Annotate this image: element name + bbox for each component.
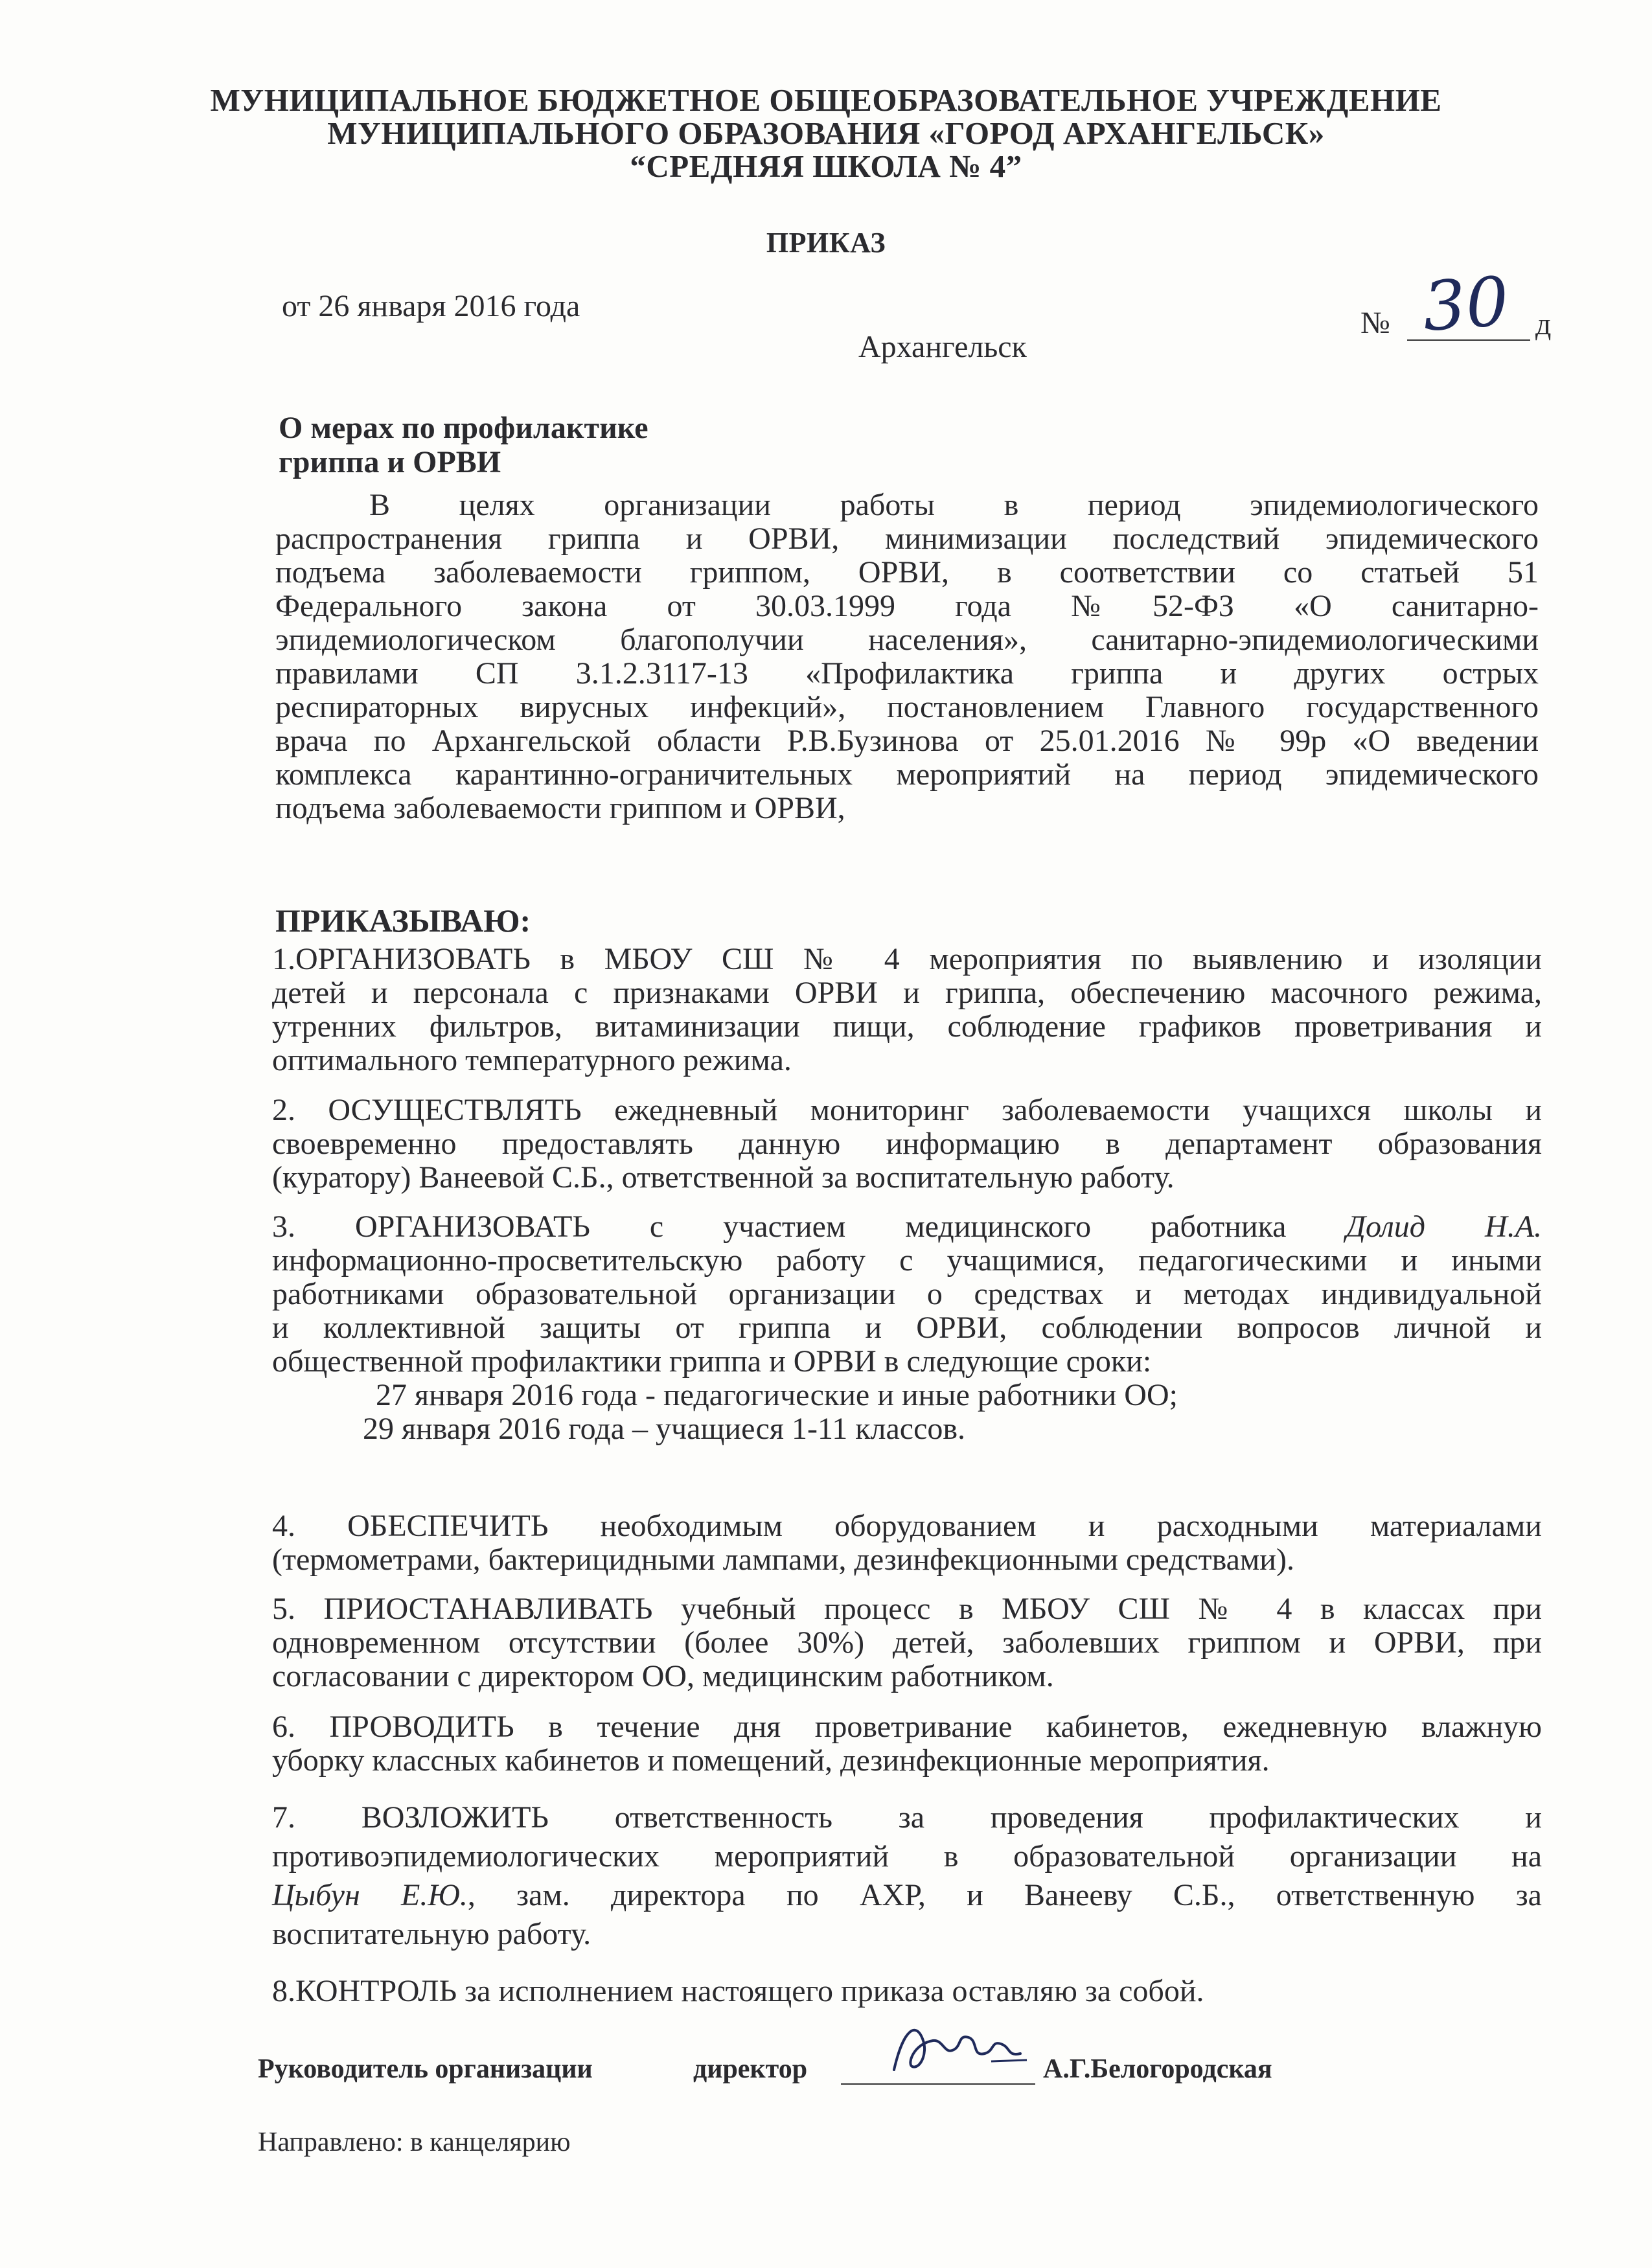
svg-text:30: 30 (1420, 261, 1511, 347)
item-line: своевременно предоставлять данную информацию в департамент образования (272, 1127, 1542, 1161)
item-8: 8.КОНТРОЛЬ за исполнением настоящего приказа оставляю за собой. (272, 1974, 1204, 2008)
item-line: (термометрами, бактерицидными лампами, дезинфекционными средствами). (272, 1542, 1294, 1577)
preamble-line: врача по Архангельской области Р.В.Бузинова от 25.01.2016 № 99р «О введении (275, 724, 1539, 758)
preamble-line: правилами СП 3.1.2.3117-13 «Профилактика гриппа и других острых (275, 656, 1539, 691)
item-5 (272, 1592, 1542, 1693)
item-line: 5. ПРИОСТАНАВЛИВАТЬ учебный процесс в МБОУ СШ № 4 в классах при (272, 1592, 1542, 1626)
city: Архангельск (858, 330, 1027, 364)
item-sub-line: 29 января 2016 года – учащиеся 1-11 классов. (363, 1412, 966, 1446)
item-line: общественной профилактики гриппа и ОРВИ в следующие сроки: (272, 1344, 1152, 1379)
signatory-name: А.Г.Белогородская (1043, 2054, 1272, 2084)
item-line: информационно-просветительскую работу с учащимися, педагогическими и иными (272, 1243, 1542, 1277)
preamble-line: Федерального закона от 30.03.1999 года №52-ФЗ «О санитарно- (275, 589, 1539, 623)
preamble-line: комплекса карантинно-ограничительных мероприятий на период эпидемического (275, 757, 1539, 792)
item-line (272, 1876, 1542, 1915)
order-word: ПРИКАЗЫВАЮ: (275, 902, 531, 939)
item-line: 1.ОРГАНИЗОВАТЬ в МБОУ СШ № 4 мероприятия по выявлению и изоляции (272, 942, 1542, 976)
item-line: 2. ОСУЩЕСТВЛЯТЬ ежедневный мониторинг заболеваемости учащихся школы и (272, 1093, 1542, 1127)
item-3-text: 3. ОРГАНИЗОВАТЬ с участием медицинского работника (272, 1209, 1287, 1244)
item-line: уборку классных кабинетов и помещений, дезинфекционные мероприятия. (272, 1743, 1270, 1778)
preamble (275, 488, 1539, 825)
item-line: утренних фильтров, витаминизации пищи, соблюдение графиков проветривания и (272, 1009, 1542, 1044)
item-6 (272, 1710, 1542, 1778)
order-number-handwritten (1412, 261, 1522, 347)
preamble-line: респираторных вирусных инфекций», постановлением Главного государственного (275, 690, 1539, 724)
item-line: 7. ВОЗЛОЖИТЬ ответственность за проведения профилактических и (272, 1800, 1542, 1835)
item-4 (272, 1509, 1542, 1577)
item-line: воспитательную работу. (272, 1917, 591, 1951)
preamble-line: распространения гриппа и ОРВИ, минимизации последствий эпидемического (275, 521, 1539, 556)
item-1 (272, 943, 1542, 1077)
item-sub-line: 27 января 2016 года - педагогические и иные работники ОО; (376, 1378, 1178, 1412)
signature-stroke (894, 2030, 1020, 2070)
medic-name: Долид Н.А. (1346, 1209, 1543, 1244)
item-7 (272, 1798, 1542, 1954)
deputy-name: Цыбун Е.Ю. (272, 1878, 468, 1912)
order-number-suffix: д (1535, 307, 1552, 341)
item-line: 4. ОБЕСПЕЧИТЬ необходимым оборудованием и расходными материалами (272, 1509, 1542, 1543)
item-line: противоэпидемиологических мероприятий в образовательной организации на (272, 1839, 1542, 1873)
document-type: ПРИКАЗ (766, 227, 886, 258)
item-line: работниками образовательной организации о средствах и методах индивидуальной (272, 1277, 1542, 1311)
org-name-line-1: МУНИЦИПАЛЬНОЕ БЮДЖЕТНОЕ ОБЩЕОБРАЗОВАТЕЛЬНОЕ УЧРЕЖДЕНИЕ (210, 82, 1442, 118)
item-7-text: , зам. директора по АХР, и Ванееву С.Б., ответственную за (467, 1878, 1542, 1912)
preamble-line: В целях организации работы в период эпидемиологического (369, 488, 1539, 522)
preamble-line: эпидемиологическом благополучии населения», санитарно-эпидемиологическими (275, 623, 1539, 657)
item-line: оптимального температурного режима. (272, 1043, 792, 1077)
sent-to: Направлено: в канцелярию (258, 2127, 571, 2157)
subject-line-2: гриппа и ОРВИ (279, 445, 501, 479)
item-line: одновременном отсутствии (более 30%) детей, заболевших гриппом и ОРВИ, при (272, 1625, 1542, 1660)
item-3 (272, 1210, 1542, 1446)
preamble-line: подъема заболеваемости гриппом, ОРВИ, в соответствии со статьей 51 (275, 555, 1539, 590)
item-line: согласовании с директором ОО, медицинским работником. (272, 1659, 1054, 1693)
order-number-prefix: № (1360, 306, 1390, 340)
item-line: (куратору) Ванеевой С.Б., ответственной за воспитательную работу. (272, 1160, 1175, 1195)
preamble-line: подъема заболеваемости гриппом и ОРВИ, (275, 791, 845, 825)
subject-line-1: О мерах по профилактике (279, 411, 648, 445)
signature-stroke (991, 2060, 1027, 2061)
item-line: 6. ПРОВОДИТЬ в течение дня проветривание кабинетов, ежедневную влажную (272, 1710, 1542, 1744)
org-name-line-3: “СРЕДНЯЯ ШКОЛА № 4” (630, 148, 1022, 184)
item-line: и коллективной защиты от гриппа и ОРВИ, соблюдении вопросов личной и (272, 1311, 1542, 1345)
org-name-line-2: МУНИЦИПАЛЬНОГО ОБРАЗОВАНИЯ «ГОРОД АРХАНГЕЛЬСК» (327, 115, 1325, 151)
handwritten-signature (881, 2015, 1037, 2086)
signature-role: Руководитель организации (258, 2054, 593, 2084)
item-line (272, 1210, 1542, 1244)
item-2 (272, 1094, 1542, 1195)
item-line: детей и персонала с признаками ОРВИ и гриппа, обеспечению масочного режима, (272, 976, 1542, 1010)
order-date: от 26 января 2016 года (282, 289, 580, 323)
signature-position: директор (693, 2054, 808, 2084)
